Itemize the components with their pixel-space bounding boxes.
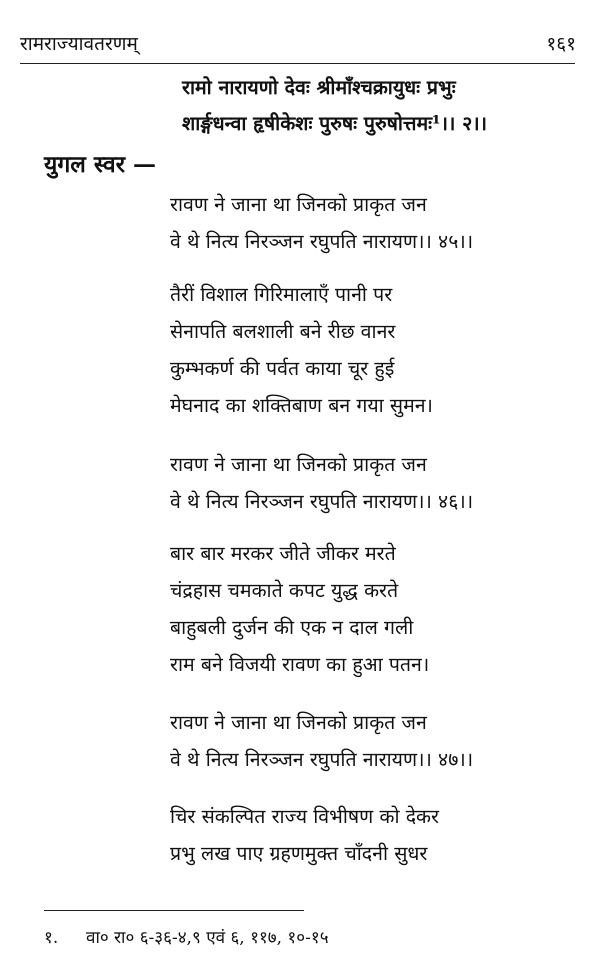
verse-line: चिर संकल्पित राज्य विभीषण को देकर <box>170 805 440 828</box>
verse-line: सेनापति बलशाली बने रीछ वानर <box>170 320 396 343</box>
footnote-marker: १. <box>44 928 59 948</box>
verse-line: वे थे नित्य निरञ्जन रघुपति नारायण।। ४७।। <box>170 748 474 771</box>
verse-line: प्रभु लख पाए ग्रहणमुक्त चाँदनी सुधर <box>170 842 428 865</box>
verse-line: वे थे नित्य निरञ्जन रघुपति नारायण।। ४५।। <box>170 230 474 253</box>
verse-line: रावण ने जाना था जिनको प्राकृत जन <box>170 193 427 216</box>
verse-line: कुम्भकर्ण की पर्वत काया चूर हुई <box>170 357 395 380</box>
running-title: रामराज्यावतरणम् <box>20 33 138 55</box>
header-rule <box>20 63 575 64</box>
sanskrit-shloka <box>182 70 487 142</box>
verse-line: राम बने विजयी रावण का हुआ पतन। <box>170 653 430 676</box>
footnote-rule <box>44 910 304 911</box>
stanza-1 <box>170 186 473 260</box>
stanza-2 <box>170 276 433 424</box>
footnote <box>44 925 329 948</box>
stanza-5 <box>170 704 473 778</box>
footnote-text: वा० रा० ६-३६-४,९ एवं ६, ११७, १०-१५ <box>86 928 329 948</box>
verse-line: बाहुबली दुर्जन की एक न दाल गली <box>170 616 414 639</box>
verse-line: रावण ने जाना था जिनको प्राकृत जन <box>170 453 427 476</box>
stanza-3 <box>170 446 473 520</box>
stanza-4 <box>170 535 429 683</box>
verse-line: चंद्रहास चमकाते कपट युद्ध करते <box>170 579 399 602</box>
verse-line: तैरीं विशाल गिरिमालाएँ पानी पर <box>170 283 393 306</box>
shloka-line: शार्ङ्गधन्वा हृषीकेशः पुरुषः पुरुषोत्तमः¹।। २।। <box>182 112 488 135</box>
page-number: १६१ <box>546 33 576 55</box>
section-heading: युगल स्वर — <box>44 151 157 178</box>
verse-line: मेघनाद का शक्तिबाण बन गया सुमन। <box>170 394 433 417</box>
page-header <box>20 30 580 60</box>
verse-line: वे थे नित्य निरञ्जन रघुपति नारायण।। ४६।। <box>170 490 474 513</box>
verse-line: बार बार मरकर जीते जीकर मरते <box>170 542 396 565</box>
shloka-line: रामो नारायणो देवः श्रीमाँश्चक्रायुधः प्रभुः <box>182 76 456 99</box>
verse-line: रावण ने जाना था जिनको प्राकृत जन <box>170 711 427 734</box>
stanza-6 <box>170 798 439 872</box>
